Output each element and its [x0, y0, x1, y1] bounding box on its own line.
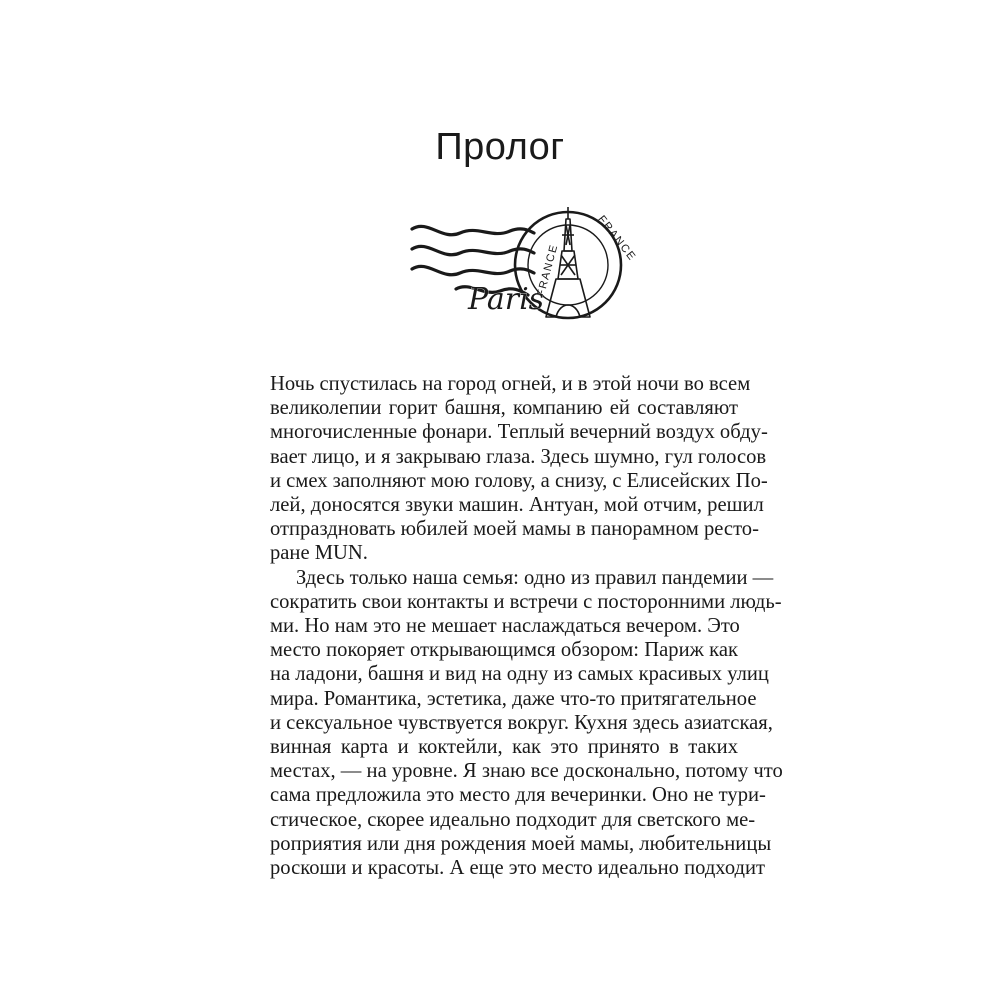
paragraph: [270, 566, 783, 881]
text-line: и смех заполняют мою голову, а снизу, с Елисейских По-: [270, 469, 768, 492]
text-line: на ладони, башня и вид на одну из самых красивых улиц: [270, 663, 769, 686]
text-line: великолепии горит башня, компанию ей составляют: [270, 397, 738, 420]
text-line: роприятия или дня рождения моей мамы, любительницы: [270, 832, 772, 855]
chapter-title: Пролог: [435, 126, 565, 168]
chapter-body: [270, 372, 783, 880]
text-line: ми. Но нам это не мешает наслаждаться вечером. Это: [270, 615, 740, 638]
text-line: вает лицо, и я закрываю глаза. Здесь шумно, гул голосов: [270, 445, 767, 468]
text-line: стическое, скорее идеально подходит для светского ме-: [270, 808, 756, 831]
text-line: и сексуальное чувствуется вокруг. Кухня здесь азиатская,: [270, 711, 773, 734]
text-line: Здесь только наша семья: одно из правил пандемии —: [296, 566, 774, 589]
cancellation-wave-1: [412, 226, 534, 234]
postmark-city-script: Paris: [468, 282, 545, 317]
text-line: сама предложила это место для вечеринки. Оно не тури-: [270, 784, 766, 807]
text-line: мира. Романтика, эстетика, даже что-то притягательное: [270, 687, 757, 710]
text-line: местах, — на уровне. Я знаю все досконально, потому что: [270, 760, 783, 783]
postmark-country-text-left: FRANCE: [534, 242, 561, 299]
text-line: винная карта и коктейли, как это принято в таких: [270, 736, 738, 759]
text-line: многочисленные фонари. Теплый вечерний воздух обду-: [270, 421, 768, 444]
paragraph: [270, 372, 768, 566]
text-line: ране MUN.: [270, 542, 368, 565]
text-line: место покоряет открывающимся обзором: Париж как: [270, 639, 738, 662]
paris-postmark-stamp: [410, 205, 640, 330]
text-line: сократить свои контакты и встречи с посторонними людь-: [270, 590, 782, 613]
text-line: лей, доносятся звуки машин. Антуан, мой отчим, решил: [270, 494, 764, 517]
text-line: Ночь спустилась на город огней, и в этой ночи во всем: [270, 373, 751, 395]
postmark-country-text-right: FRANCE: [595, 213, 639, 264]
text-line: отпраздновать юбилей моей мамы в панорамном ресто-: [270, 518, 759, 541]
postmark-illustration: [410, 205, 640, 330]
text-line: роскоши и красоты. А еще это место идеально подходит: [270, 857, 766, 880]
